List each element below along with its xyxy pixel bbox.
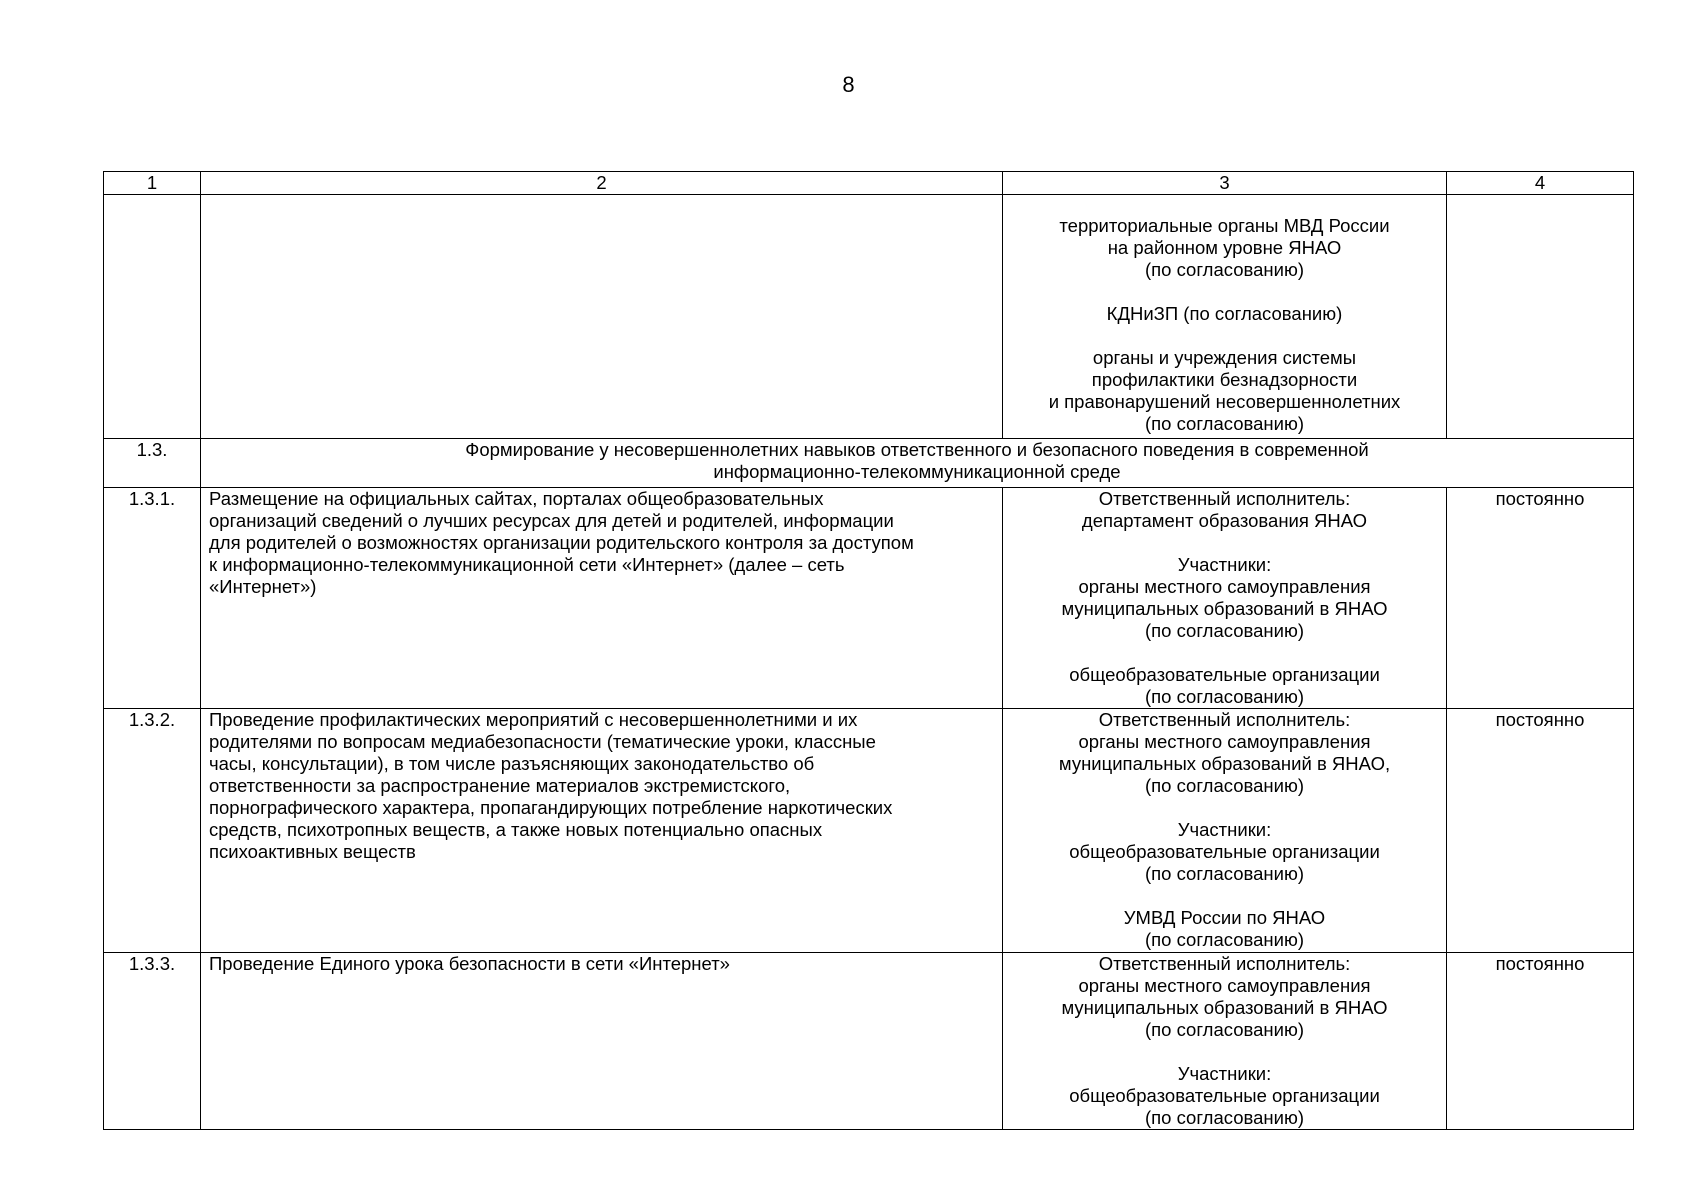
row-number: 1.3.2. [104, 709, 201, 953]
row-activity: Проведение Единого урока безопасности в сети «Интернет» [201, 953, 1003, 1130]
row-executors: территориальные органы МВД России на районном уровне ЯНАО (по согласованию) КДНиЗП (по согласованию) органы и учреждения системы профилактики безнадзорности и правонарушений несовершеннолетних (по согласованию) [1003, 195, 1447, 439]
row-term: постоянно [1447, 488, 1634, 709]
column-number-2: 2 [201, 172, 1003, 195]
row-executors: Ответственный исполнитель: департамент образования ЯНАО Участники: органы местного самоуправления муниципальных образований в ЯНАО (по согласованию) общеобразовательные организации (по согласованию) [1003, 488, 1447, 709]
row-activity: Размещение на официальных сайтах, порталах общеобразовательных организаций сведений о лучших ресурсах для детей и родителей, информации для родителей о возможностях организации родительского контроля за доступом к информационно-телекоммуникационной сети «Интернет» (далее – сеть «Интернет») [201, 488, 1003, 709]
row-activity: Проведение профилактических мероприятий с несовершеннолетними и их родителями по вопросам медиабезопасности (тематические уроки, классные часы, консультации), в том числе разъясняющих законодательство об ответственности за распространение материалов экстремистского, порнографического характера, пропагандирующих потребление наркотических средств, психотропных веществ, а также новых потенциально опасных психоактивных веществ [201, 709, 1003, 953]
column-number-3: 3 [1003, 172, 1447, 195]
row-number [104, 195, 201, 439]
column-numbers-row [104, 172, 1634, 195]
row-activity [201, 195, 1003, 439]
row-number: 1.3.1. [104, 488, 201, 709]
column-number-1: 1 [104, 172, 201, 195]
row-term [1447, 195, 1634, 439]
page-number: 8 [842, 72, 855, 97]
table-row [104, 953, 1634, 1130]
section-row [104, 439, 1634, 488]
table-row [104, 488, 1634, 709]
table-row [104, 709, 1634, 953]
row-executors: Ответственный исполнитель: органы местного самоуправления муниципальных образований в ЯНАО (по согласованию) Участники: общеобразовательные организации (по согласованию) [1003, 953, 1447, 1130]
row-number: 1.3.3. [104, 953, 201, 1130]
row-term: постоянно [1447, 953, 1634, 1130]
action-plan-table [103, 171, 1634, 1130]
continued-row [104, 195, 1634, 439]
section-title: Формирование у несовершеннолетних навыков ответственного и безопасного поведения в современной информационно-телекоммуникационной среде [201, 439, 1634, 488]
row-term: постоянно [1447, 709, 1634, 953]
column-number-4: 4 [1447, 172, 1634, 195]
section-number: 1.3. [104, 439, 201, 488]
row-executors: Ответственный исполнитель: органы местного самоуправления муниципальных образований в ЯНАО, (по согласованию) Участники: общеобразовательные организации (по согласованию) УМВД России по ЯНАО (по согласованию) [1003, 709, 1447, 953]
